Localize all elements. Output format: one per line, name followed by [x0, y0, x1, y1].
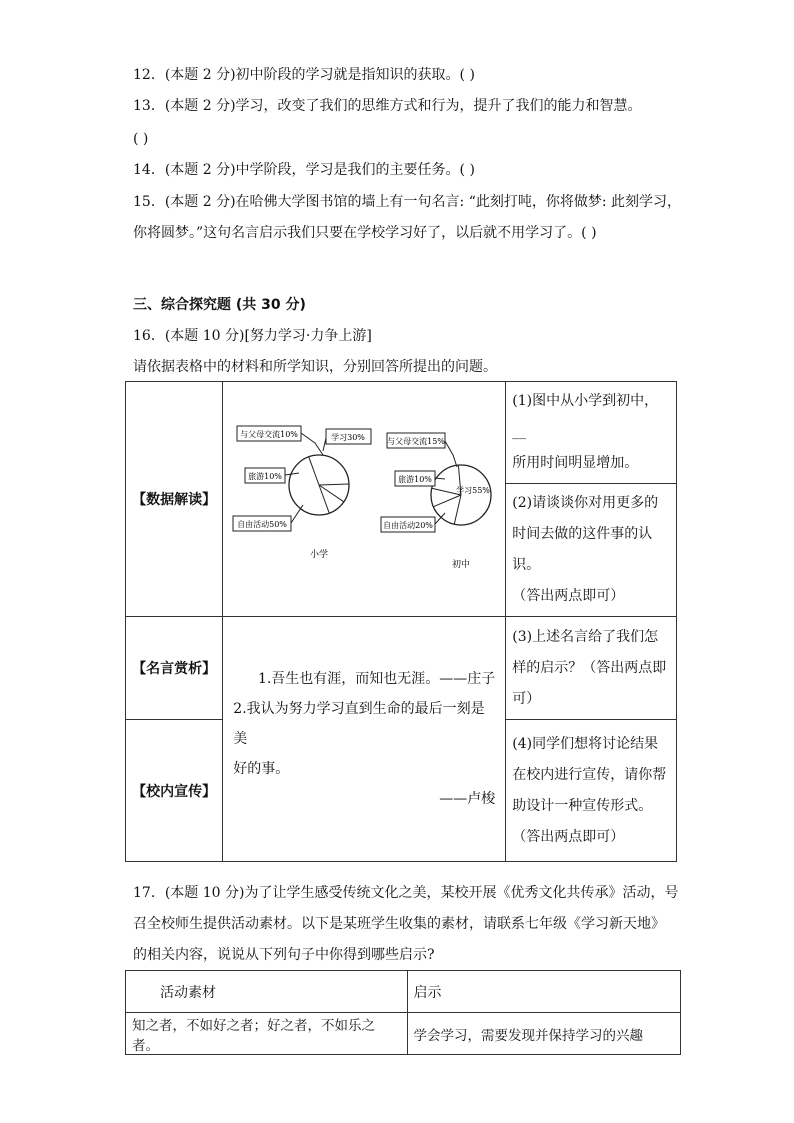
- quote-2-line1: 2.我认为努力学习直到生命的最后一刻是美: [233, 701, 485, 747]
- question-16-2-line3: （答出两点即可）: [512, 588, 625, 604]
- pie-primary-slice-boundary-3: [319, 485, 329, 513]
- label-middle-free: 自由活动20%: [383, 521, 434, 530]
- caption-middle: 初中: [452, 560, 471, 570]
- pie-charts: [223, 405, 505, 589]
- quote-1: 1.吾生也有涯，而知也无涯。——庄子: [257, 671, 496, 687]
- label-primary-travel: 旅游10%: [248, 472, 283, 481]
- quote-2-line2: 好的事。: [233, 761, 290, 777]
- question-16-1: [506, 382, 677, 484]
- pie-middle-slice-boundary-1: [455, 495, 462, 524]
- label-middle-parents: 与父母交流15%: [387, 437, 446, 446]
- quote-2-author: ——卢梭: [439, 791, 496, 807]
- question-16-4: [506, 720, 677, 862]
- pie-charts-cell: [223, 382, 506, 617]
- pie-primary-callouts: [233, 426, 371, 531]
- quotes-cell: [223, 617, 506, 862]
- section-3-heading: 三、综合探究题 (共 30 分): [133, 297, 306, 313]
- question-16-2: [506, 484, 677, 617]
- pie-primary-slice-boundary-2: [319, 485, 344, 502]
- pointer-middle-parents: [445, 441, 457, 467]
- question-16-3: [506, 617, 677, 720]
- caption-primary: 小学: [310, 550, 329, 560]
- label-primary-parents: 与父母交流10%: [240, 430, 299, 439]
- row-label-quotes: 【名言赏析】: [126, 617, 223, 720]
- q17-header-insight: 启示: [407, 971, 681, 1013]
- question-16-title: 16．(本题 10 分)[努力学习·力争上游]: [133, 328, 372, 344]
- row-label-data: 【数据解读】: [126, 382, 223, 617]
- pointer-primary-parents: [301, 433, 323, 455]
- question-17-line2: 召全校师生提供活动素材。以下是某班学生收集的素材，请联系七年级《学习新天地》: [133, 916, 665, 932]
- question-16-3-line2: 样的启示？（答出两点即: [512, 659, 667, 676]
- question-16-4-line2: 在校内进行宣传，请你帮: [512, 766, 667, 783]
- question-16-4-line3: 助设计一种宣传形式。: [512, 797, 653, 814]
- question-16-1-line2: 所用时间明显增加。: [512, 455, 639, 471]
- question-16-4-line4: （答出两点即可）: [512, 828, 625, 845]
- question-16-4-line1: (4)同学们想将讨论结果: [512, 735, 659, 752]
- question-14: 14．(本题 2 分)中学阶段，学习是我们的主要任务。( ): [133, 162, 475, 178]
- pie-primary: [233, 426, 371, 560]
- question-13: 13．(本题 2 分)学习，改变了我们的思维方式和行为，提升了我们的能力和智慧。: [133, 98, 642, 114]
- pointer-primary-free: [291, 505, 303, 523]
- question-16-3-line1: (3)上述名言给了我们怎: [512, 628, 659, 645]
- label-middle-travel: 旅游10%: [398, 475, 433, 484]
- label-primary-free: 自由活动50%: [237, 520, 288, 529]
- question-13-blank: ( ): [133, 131, 149, 147]
- question-17-line3: 的相关内容，说说从下列句子中你得到哪些启示?: [133, 947, 435, 963]
- q17-header-material: 活动素材: [126, 971, 408, 1013]
- label-middle-study: 学习55%: [456, 486, 491, 495]
- question-16-3-line3: 可）: [512, 690, 541, 707]
- question-16-1-line1: (1)图中从小学到初中，__: [512, 393, 659, 440]
- pie-primary-slice-boundary-1: [319, 484, 349, 485]
- label-primary-study: 学习30%: [331, 433, 366, 442]
- question-16-2-line2: 时间去做的这件事的认识。: [512, 526, 653, 573]
- question-16-2-line1: (2)请谈谈你对用更多的: [512, 495, 659, 511]
- q17-row1-material: 知之者，不如好之者；好之者，不如乐之者。: [126, 1013, 408, 1055]
- question-15-line1: 15．(本题 2 分)在哈佛大学图书馆的墙上有一句名言: “此刻打吨，你将做梦: 此刻学习，: [133, 194, 682, 210]
- question-17-table: [125, 970, 681, 1055]
- pointer-middle-free: [435, 513, 445, 524]
- q17-row1-insight: 学会学习，需要发现并保持学习的兴趣: [407, 1013, 681, 1055]
- question-17-line1: 17．(本题 10 分)为了让学生感受传统文化之美，某校开展《优秀文化共传承》活动，号: [133, 885, 679, 901]
- question-16-table: [125, 381, 677, 862]
- row-label-campus: 【校内宣传】: [126, 720, 223, 862]
- question-15-line2: 你将圆梦。”这句名言启示我们只要在学校学习好了，以后就不用学习了。( ): [133, 225, 597, 241]
- pie-middle-callouts: [381, 433, 490, 532]
- pie-middle-slice-boundary-2: [434, 495, 462, 507]
- pie-primary-slice-boundary-0: [309, 457, 319, 485]
- question-16-intro: 请依据表格中的材料和所学知识，分别回答所提出的问题。: [133, 359, 497, 375]
- question-12: 12．(本题 2 分)初中阶段的学习就是指知识的获取。( ): [133, 67, 475, 83]
- pointer-middle-travel: [435, 478, 445, 479]
- pie-middle: [381, 433, 491, 570]
